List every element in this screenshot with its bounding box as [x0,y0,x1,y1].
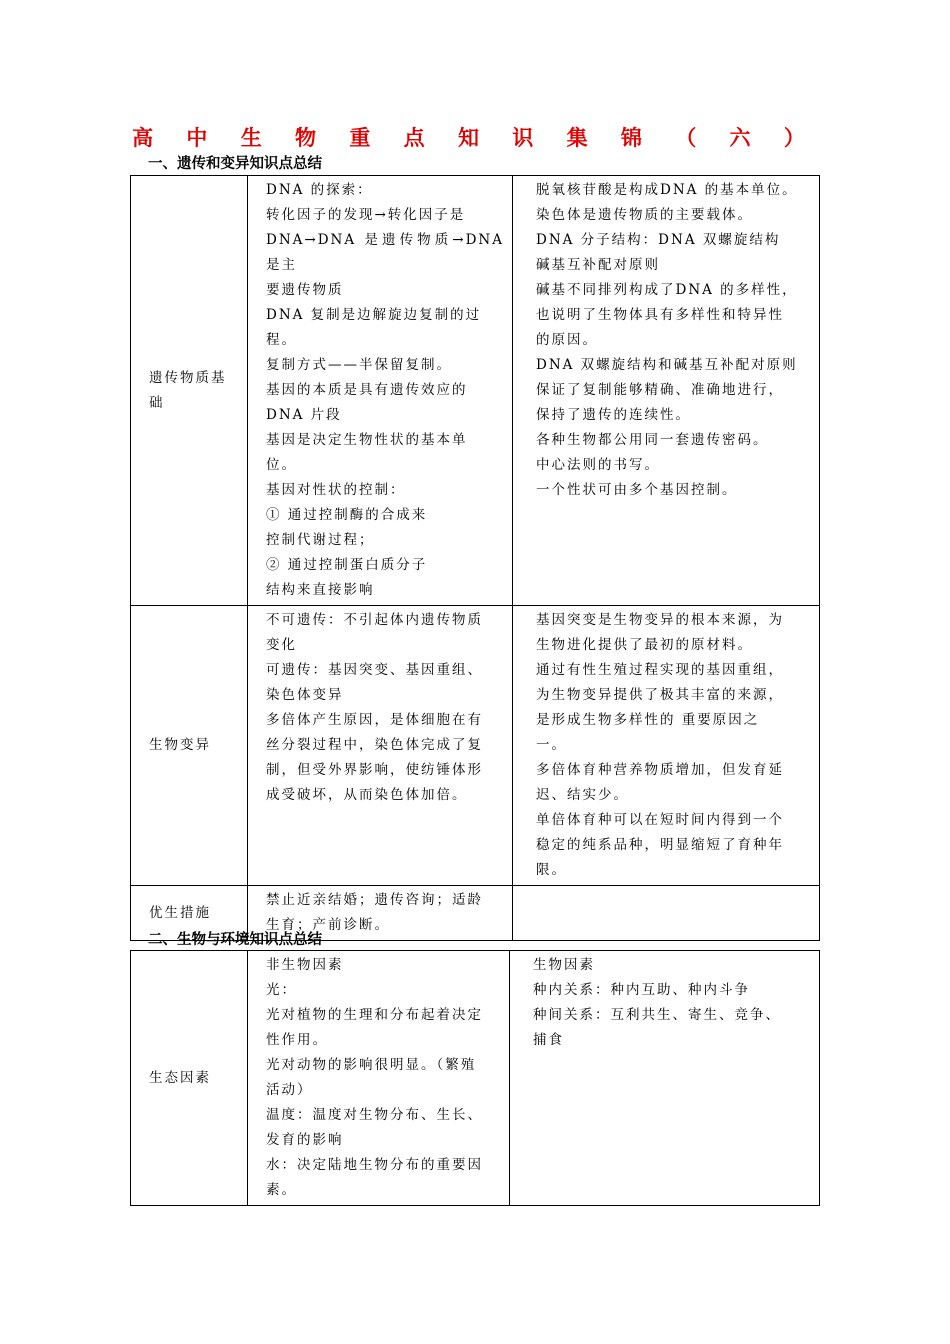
cell-line: 种间关系：互利共生、寄生、竞争、 [533,1007,781,1023]
cell-eugenics-right [513,886,820,941]
cell-line: DNA 复制是边解旋边复制的过 [266,307,482,323]
cell-line: 为生物变异提供了极其丰富的来源， [536,687,784,703]
cell-line: 多倍体育种营养物质增加，但发育延 [536,762,784,778]
row-header-eugenics: 优生措施 [131,886,248,941]
genetics-table [130,175,820,941]
cell-line: 基因对性状的控制： [266,482,406,498]
cell-line: 生物因素 [533,957,595,973]
cell-line: 迟、结实少。 [536,787,629,803]
cell-line: 各种生物都公用同一套遗传密码。 [536,432,769,448]
cell-line: 也说明了生物体具有多样性和特异性 [536,307,784,323]
cell-line: 成受破坏，从而染色体加倍。 [266,787,468,803]
cell-ecological-abiotic [248,951,510,1206]
cell-line: 的原因。 [536,332,598,348]
cell-variation-right [513,606,820,886]
cell-line: 保持了遗传的连续性。 [536,407,691,423]
cell-line: 制，但受外界影响，使纺锤体形 [266,762,483,778]
cell-line: 素。 [266,1182,297,1198]
cell-line: 水：决定陆地生物分布的重要因 [266,1157,483,1173]
cell-line: 控制代谢过程； [266,532,375,548]
cell-line: 变化 [266,637,297,653]
cell-line: 多倍体产生原因，是体细胞在有 [266,712,483,728]
cell-line: 捕食 [533,1032,564,1048]
cell-line: 是形成生物多样性的 重要原因之 [536,712,760,728]
cell-line: 保证了复制能够精确、准确地进行， [536,382,784,398]
cell-line: 不可遗传：不引起体内遗传物质 [266,612,483,628]
cell-line: 碱基互补配对原则 [536,257,660,273]
cell-line: 限。 [536,862,567,878]
cell-line: 可遗传：基因突变、基因重组、 [266,662,483,678]
row-header-ecological-factors: 生态因素 [131,951,248,1206]
table-row [131,606,820,886]
cell-line: 稳定的纯系品种，明显缩短了育种年 [536,837,784,853]
cell-line: DNA 双螺旋结构和碱基互补配对原则 [536,357,798,373]
cell-line: 基因是决定生物性状的基本单 [266,432,468,448]
cell-line: 光： [266,982,297,998]
cell-line: 碱基不同排列构成了DNA 的多样性， [536,282,798,298]
cell-line: 脱氧核苷酸是构成DNA 的基本单位。 [536,182,798,198]
cell-line: 中心法则的书写。 [536,457,660,473]
cell-line: 转化因子的发现→转化因子是 [266,207,466,223]
cell-line: 一个性状可由多个基因控制。 [536,482,738,498]
cell-line: 位。 [266,457,297,473]
cell-line: 光对动物的影响很明显。（繁殖 [266,1057,477,1073]
cell-variation-middle [248,606,513,886]
cell-line: 温度：温度对生物分布、生长、 [266,1107,483,1123]
cell-line: 非生物因素 [266,957,344,973]
cell-line: 要遗传物质 [266,282,344,298]
cell-line: 复制方式——半保留复制。 [266,357,452,373]
cell-genetic-basis-right [513,176,820,606]
cell-ecological-biotic [510,951,820,1206]
cell-line: 性作用。 [266,1032,328,1048]
cell-line: 通过有性生殖过程实现的基因重组， [536,662,784,678]
table-row [131,951,820,1206]
cell-line: 发育的影响 [266,1132,344,1148]
cell-line: DNA 片段 [266,407,342,423]
cell-line: 活动） [266,1082,313,1098]
environment-table [130,950,820,1206]
cell-line: 结构来直接影响 [266,582,375,598]
cell-line: 染色体是遗传物质的主要载体。 [536,207,753,223]
cell-line: 光对植物的生理和分布起着决定 [266,1007,483,1023]
cell-line: 种内关系：种内互助、种内斗争 [533,982,750,998]
cell-line: ① 通过控制酶的合成来 [266,507,428,523]
cell-line: DNA→DNA 是遗传物质→DNA 是主 [266,232,504,273]
row-header-genetic-basis: 遗传物质基础 [131,176,248,606]
table-row [131,176,820,606]
cell-line: 生物进化提供了最初的原材料。 [536,637,753,653]
cell-genetic-basis-middle [248,176,513,606]
cell-line: DNA 的探索： [266,182,373,198]
section-heading-environment: 二、生物与环境知识点总结 [148,932,322,948]
section-heading-genetics: 一、遗传和变异知识点总结 [148,156,322,172]
cell-line: DNA 分子结构：DNA 双螺旋结构 [536,232,781,248]
cell-line: 基因突变是生物变异的根本来源，为 [536,612,784,628]
cell-line: 染色体变异 [266,687,344,703]
cell-line: 基因的本质是具有遗传效应的 [266,382,468,398]
cell-line: ② 通过控制蛋白质分子 [266,557,428,573]
cell-line: 一。 [536,737,567,753]
cell-line: 禁止近亲结婚；遗传咨询；适龄 [266,892,483,908]
cell-line: 程。 [266,332,297,348]
cell-line: 生育；产前诊断。 [266,917,390,933]
cell-line: 丝分裂过程中，染色体完成了复 [266,737,483,753]
cell-line: 单倍体育种可以在短时间内得到一个 [536,812,784,828]
row-header-variation: 生物变异 [131,606,248,886]
page-title: 高 中 生 物 重 点 知 识 集 锦 （ 六 ） [132,126,818,150]
